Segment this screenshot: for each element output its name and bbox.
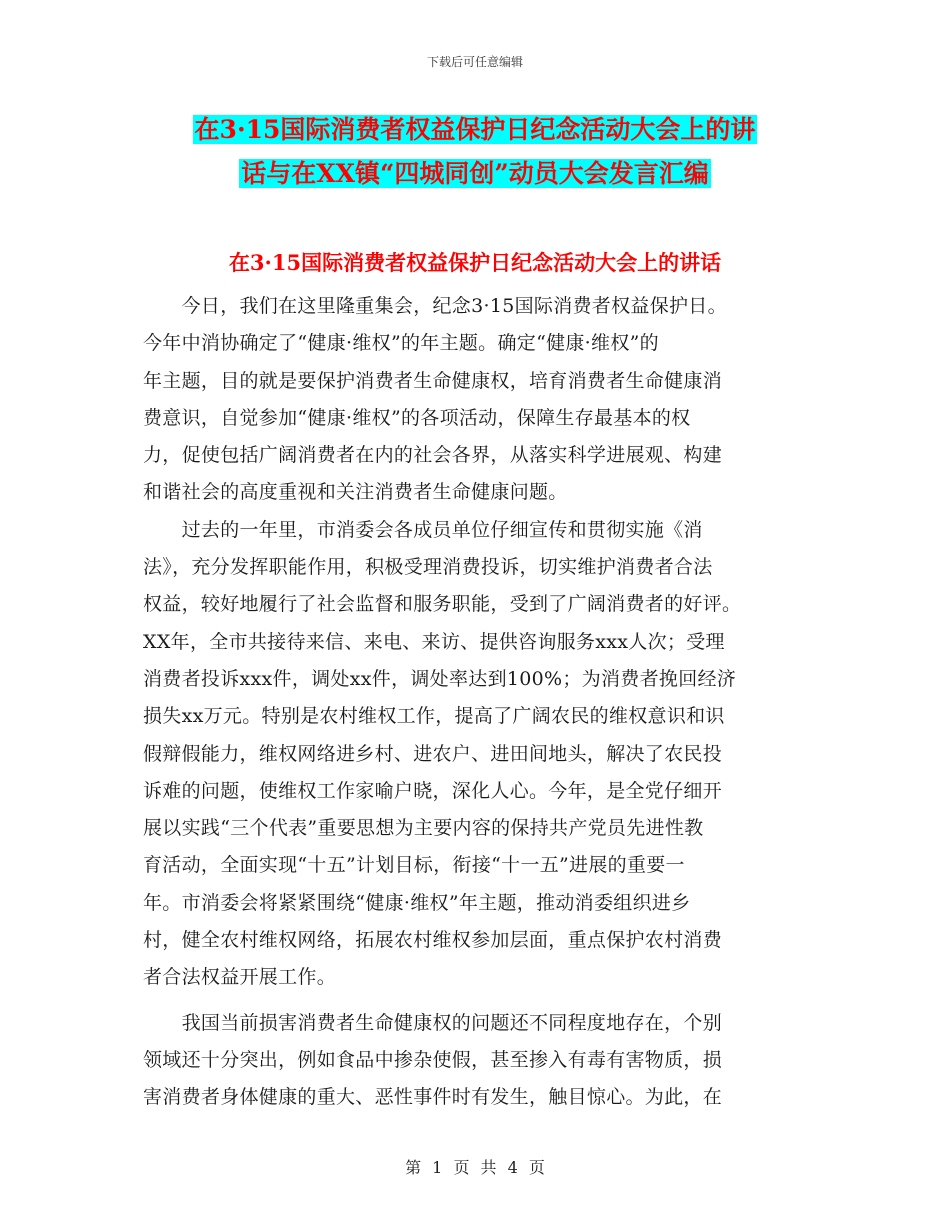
document-title-line-1 <box>0 108 950 152</box>
body-line: 消费者投诉xxx件，调处xx件，调处率达到100%；为消费者挽回经济 <box>143 667 737 690</box>
body-line: 我国当前损害消费者生命健康权的问题还不同程度地存在，个别 <box>143 1011 723 1034</box>
body-line: 权益，较好地履行了社会监督和服务职能，受到了广阔消费者的好评。 <box>143 593 742 616</box>
body-line: 费意识，自觉参加“健康·维权”的各项活动，保障生存最基本的权 <box>143 406 691 429</box>
document-title-text-1: 在3·15国际消费者权益保护日纪念活动大会上的讲 <box>194 115 756 144</box>
body-line: 村，健全农村维权网络，拓展农村维权参加层面，重点保护农村消费 <box>143 929 723 952</box>
body-line: 年。市消委会将紧紧围绕“健康·维权”年主题，推动消委组织进乡 <box>143 891 691 914</box>
header-note: 下载后可任意编辑 <box>426 55 523 69</box>
body-line: 诉难的问题，使维权工作家喻户晓，深化人心。今年，是全党仔细开 <box>143 779 723 802</box>
body-line: 年主题，目的就是要保护消费者生命健康权，培育消费者生命健康消 <box>143 369 723 392</box>
page-footer: 第 1 页 共 4 页 <box>405 1158 545 1177</box>
body-line: 假辩假能力，维权网络进乡村、进农户、进田间地头，解决了农民投 <box>143 742 723 765</box>
paragraph-gap <box>143 997 808 1005</box>
body-line: 害消费者身体健康的重大、恶性事件时有发生，触目惊心。为此，在 <box>143 1086 723 1109</box>
body-line: 过去的一年里，市消委会各成员单位仔细宣传和贯彻实施《消 <box>143 518 703 541</box>
body-line: 育活动，全面实现“十五”计划目标，衔接“十一五”进展的重要一 <box>143 854 685 877</box>
body-line: XX年，全市共接待来信、来电、来访、提供咨询服务xxx人次；受理 <box>143 630 725 653</box>
body-line: 者合法权益开展工作。 <box>143 966 337 989</box>
body-line: 领域还十分突出，例如食品中掺杂使假，甚至掺入有毒有害物质，损 <box>143 1048 723 1071</box>
body-line: 展以实践“三个代表”重要思想为主要内容的保持共产党员先进性教 <box>143 817 704 840</box>
section-title: 在3·15国际消费者权益保护日纪念活动大会上的讲话 <box>228 250 722 275</box>
body-line: 损失xx万元。特别是农村维权工作，提高了广阔农民的维权意识和识 <box>143 705 725 728</box>
document-title-text-2: 话与在XX镇“四城同创”动员大会发言汇编 <box>241 159 709 188</box>
body-line: 今年中消协确定了“健康·维权”的年主题。确定“健康·维权”的 <box>143 332 659 355</box>
body-line: 法》，充分发挥职能作用，积极受理消费投诉，切实维护消费者合法 <box>143 556 713 579</box>
body-line: 今日，我们在这里隆重集会，纪念3·15国际消费者权益保护日。 <box>143 295 727 317</box>
document-title-line-2 <box>0 152 950 196</box>
body-line: 和谐社会的高度重视和关注消费者生命健康问题。 <box>143 481 568 504</box>
body-text <box>143 288 808 1117</box>
body-line: 力，促使包括广阔消费者在内的社会各界，从落实科学进展观、构建 <box>143 444 723 467</box>
